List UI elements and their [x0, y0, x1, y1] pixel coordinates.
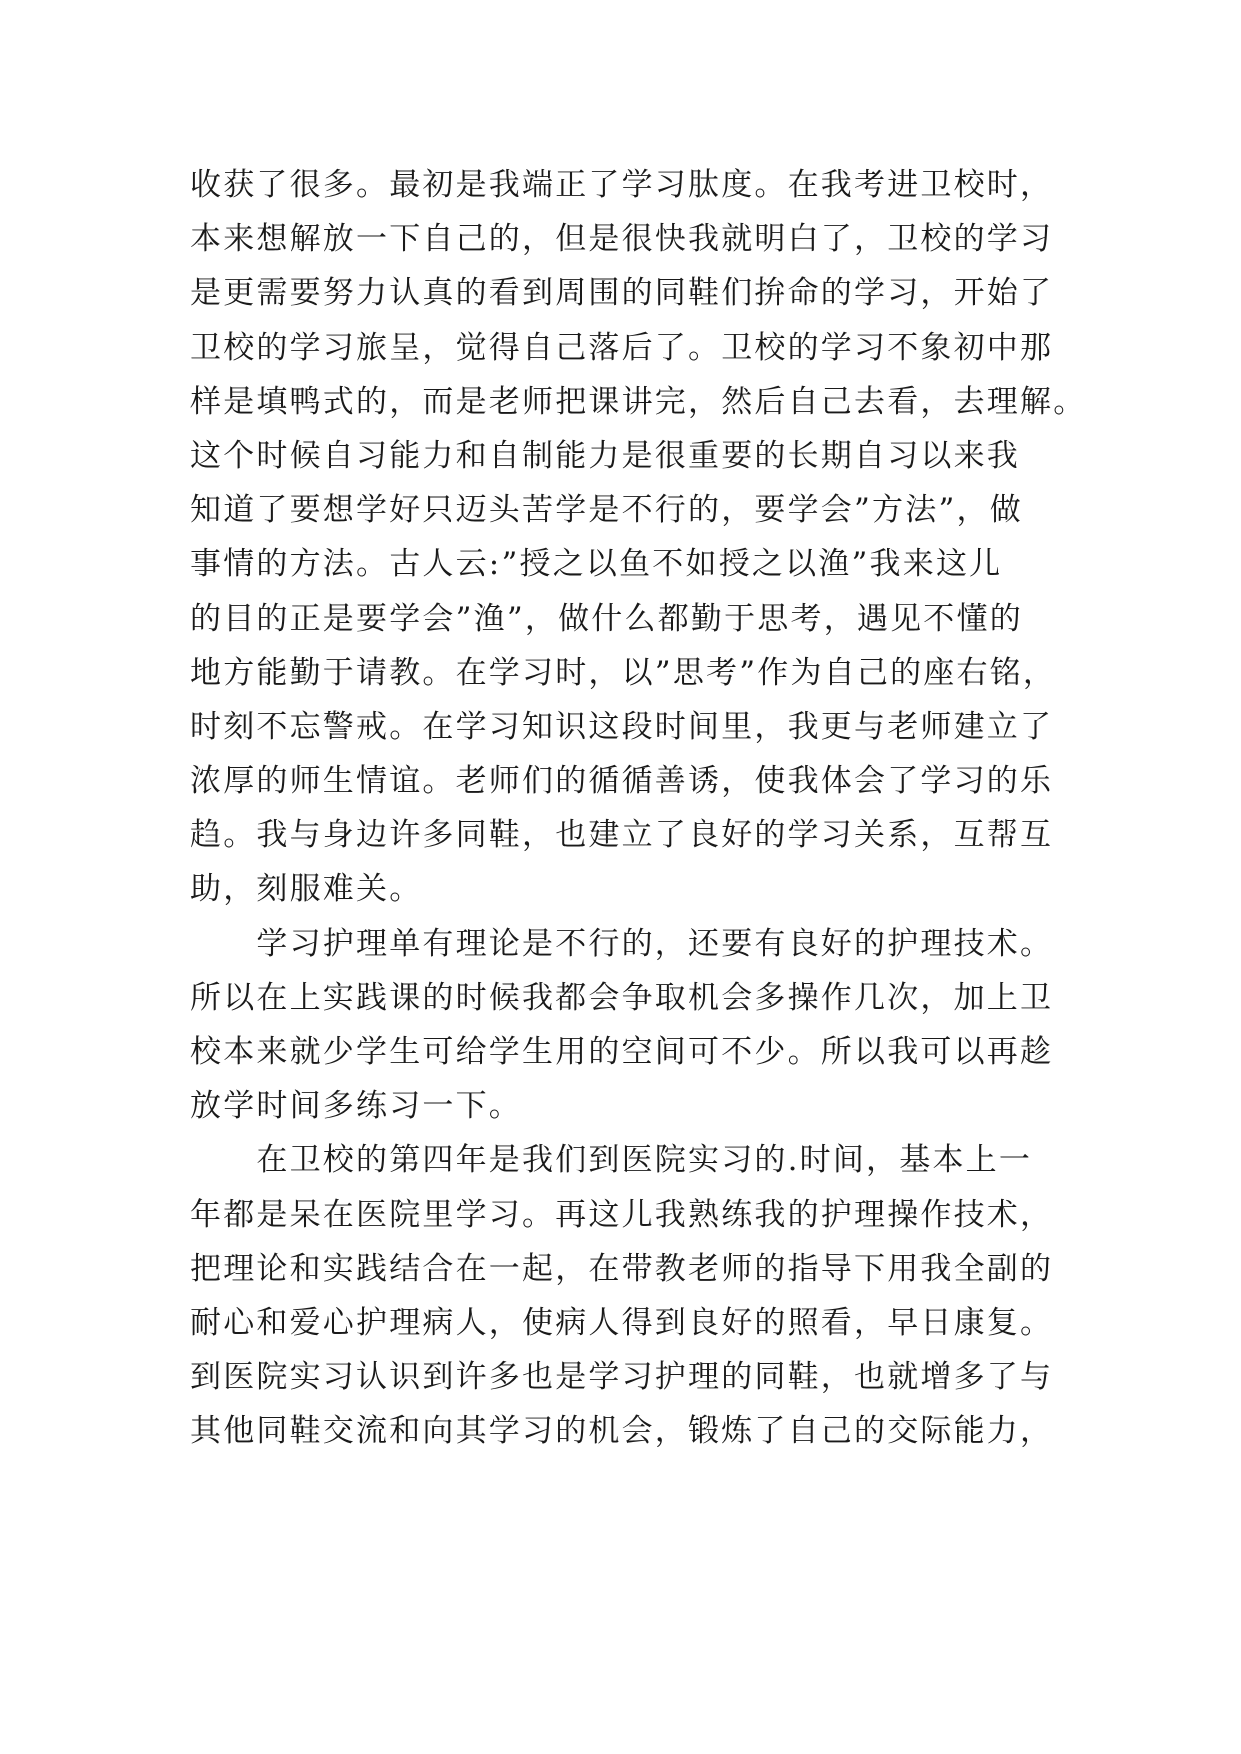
text-line: 知道了要想学好只迈头苦学是不行的，要学会”方法”，做 — [190, 492, 1023, 529]
text-line: 放学时间多练习一下。 — [190, 1088, 522, 1125]
text-line: 其他同鞋交流和向其学习的机会，锻炼了自己的交际能力， — [190, 1413, 1054, 1450]
text-line: 时刻不忘警戒。在学习知识这段时间里，我更与老师建立了 — [190, 708, 1054, 745]
text-line: 助，刻服难关。 — [190, 871, 423, 908]
text-line: 本来想解放一下自己的，但是很快我就明白了，卫校的学习 — [190, 221, 1054, 258]
text-line: 这个时候自习能力和自制能力是很重要的长期自习以来我 — [190, 437, 1020, 474]
text-line: 浓厚的师生情谊。老师们的循循善诱，使我体会了学习的乐 — [190, 763, 1054, 800]
text-line: 的目的正是要学会”渔”，做什么都勤于思考，遇见不懂的 — [190, 600, 1023, 637]
text-line: 在卫校的第四年是我们到医院实习的.时间，基本上一 — [190, 1142, 1033, 1179]
text-line: 收获了很多。最初是我端正了学习肽度。在我考进卫校时， — [190, 167, 1054, 203]
text-line: 卫校的学习旅呈，觉得自己落后了。卫校的学习不象初中那 — [190, 329, 1054, 366]
text-line: 学习护理单有理论是不行的，还要有良好的护理技术。 — [190, 925, 1054, 962]
text-line: 样是填鸭式的，而是老师把课讲完，然后自己去看，去理解。 — [190, 383, 1087, 420]
text-line: 地方能勤于请教。在学习时，以”思考”作为自己的座右铭， — [190, 654, 1057, 691]
text-line: 把理论和实践结合在一起，在带教老师的指导下用我全副的 — [190, 1250, 1054, 1287]
text-line: 到医院实习认识到许多也是学习护理的同鞋，也就增多了与 — [190, 1359, 1054, 1396]
text-line: 所以在上实践课的时候我都会争取机会多操作几次，加上卫 — [190, 979, 1054, 1016]
text-line: 是更需要努力认真的看到周围的同鞋们拚命的学习，开始了 — [190, 275, 1054, 312]
text-line: 事情的方法。古人云:”授之以鱼不如授之以渔”我来这儿 — [190, 546, 1003, 583]
text-line: 趋。我与身边许多同鞋，也建立了良好的学习关系，互帮互 — [190, 817, 1054, 854]
text-line: 校本来就少学生可给学生用的空间可不少。所以我可以再趁 — [190, 1034, 1054, 1070]
text-line: 耐心和爱心护理病人，使病人得到良好的照看，早日康复。 — [190, 1304, 1054, 1341]
body-text — [190, 158, 1087, 1459]
text-line: 年都是呆在医院里学习。再这儿我熟练我的护理操作技术， — [190, 1196, 1054, 1233]
